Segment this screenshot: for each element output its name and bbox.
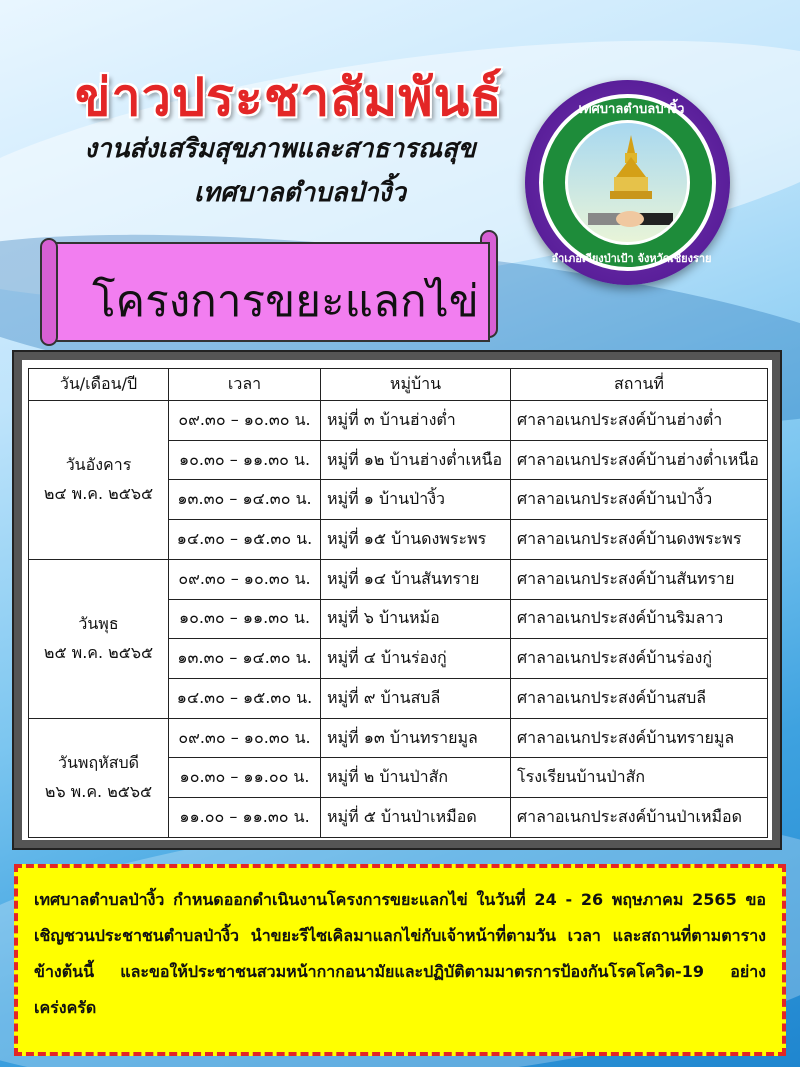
column-header-village: หมู่บ้าน (321, 369, 511, 401)
project-title: โครงการขยะแลกไข่ (92, 276, 479, 327)
place-cell: ศาลาอเนกประสงค์บ้านป่างิ้ว (511, 480, 768, 520)
village-cell: หมู่ที่ ๑๒ บ้านฮ่างต่ำเหนือ (321, 440, 511, 480)
table-row (29, 401, 768, 441)
column-header-place: สถานที่ (511, 369, 768, 401)
place-cell: ศาลาอเนกประสงค์บ้านทรายมูล (511, 718, 768, 758)
notice-box (14, 864, 786, 1056)
time-cell: ๑๐.๓๐ – ๑๑.๓๐ น. (169, 440, 321, 480)
schedule-table-frame (14, 352, 780, 848)
village-cell: หมู่ที่ ๑๔ บ้านสันทราย (321, 559, 511, 599)
place-cell: ศาลาอเนกประสงค์บ้านริมลาว (511, 599, 768, 639)
village-cell: หมู่ที่ ๑ บ้านป่างิ้ว (321, 480, 511, 520)
handshake-icon (588, 203, 673, 233)
pagoda-icon (606, 135, 656, 205)
place-cell: ศาลาอเนกประสงค์บ้านดงพระพร (511, 520, 768, 560)
place-cell: โรงเรียนบ้านป่าสัก (511, 758, 768, 798)
seal-center-image (565, 120, 690, 245)
table-row (29, 559, 768, 599)
village-cell: หมู่ที่ ๑๕ บ้านดงพระพร (321, 520, 511, 560)
day-date: ๒๖ พ.ค. ๒๕๖๕ (44, 781, 153, 801)
village-cell: หมู่ที่ ๓ บ้านฮ่างต่ำ (321, 401, 511, 441)
place-cell: ศาลาอเนกประสงค์บ้านฮ่างต่ำ (511, 401, 768, 441)
time-cell: ๑๓.๓๐ – ๑๔.๓๐ น. (169, 639, 321, 679)
village-cell: หมู่ที่ ๙ บ้านสบลี (321, 679, 511, 719)
village-cell: หมู่ที่ ๖ บ้านหม้อ (321, 599, 511, 639)
banner-body (50, 242, 490, 342)
day-name: วันพฤหัสบดี (57, 753, 139, 773)
village-cell: หมู่ที่ ๕ บ้านป่าเหมือด (321, 798, 511, 838)
place-cell: ศาลาอเนกประสงค์บ้านสบลี (511, 679, 768, 719)
municipality-seal-logo (525, 80, 730, 285)
table-header-row (29, 369, 768, 401)
time-cell: ๐๙.๓๐ – ๑๐.๓๐ น. (169, 559, 321, 599)
notice-text: เทศบาลตำบลป่างิ้ว กำหนดออกดำเนินงานโครงการขยะแลกไข่ ในวันที่ 24 - 26 พฤษภาคม 2565 ขอเชิญชวนประชาชนตำบลป่างิ้ว นำขยะรีไซเคิลมาแลกไข่กับเจ้าหน้าที่ตามวัน เวลา และสถานที่ตามตารางข้างต้นนี้ และขอให้ประชาชนสวมหน้ากากอนามัยและปฏิบัติตามมาตรการป้องกันโรคโควิด-19 อย่างเคร่งครัด (34, 890, 766, 1017)
seal-ring (539, 94, 716, 271)
day-date: ๒๔ พ.ค. ๒๕๖๕ (43, 483, 154, 503)
place-cell: ศาลาอเนกประสงค์บ้านฮ่างต่ำเหนือ (511, 440, 768, 480)
column-header-time: เวลา (169, 369, 321, 401)
time-cell: ๑๐.๓๐ – ๑๑.๓๐ น. (169, 599, 321, 639)
place-cell: ศาลาอเนกประสงค์บ้านร่องกู่ (511, 639, 768, 679)
time-cell: ๑๔.๓๐ – ๑๕.๓๐ น. (169, 679, 321, 719)
time-cell: ๑๑.๐๐ – ๑๑.๓๐ น. (169, 798, 321, 838)
day-date: ๒๕ พ.ค. ๒๕๖๕ (43, 642, 154, 662)
page-title: ข่าวประชาสัมพันธ์ (75, 68, 503, 128)
day-cell (29, 718, 169, 837)
village-cell: หมู่ที่ ๒ บ้านป่าสัก (321, 758, 511, 798)
village-cell: หมู่ที่ ๔ บ้านร่องกู่ (321, 639, 511, 679)
seal-top-text: เทศบาลตำบลป่างิ้ว (578, 102, 685, 117)
banner-scroll-end (40, 238, 58, 346)
place-cell: ศาลาอเนกประสงค์บ้านป่าเหมือด (511, 798, 768, 838)
day-cell (29, 401, 169, 560)
project-banner (40, 230, 498, 350)
village-cell: หมู่ที่ ๑๓ บ้านทรายมูล (321, 718, 511, 758)
time-cell: ๑๐.๓๐ – ๑๑.๐๐ น. (169, 758, 321, 798)
subtitle-department: งานส่งเสริมสุขภาพและสาธารณสุข (84, 134, 476, 164)
seal-bottom-text: อำเภอเวียงป่าเป้า จังหวัดเชียงราย (551, 252, 712, 265)
time-cell: ๑๔.๓๐ – ๑๕.๓๐ น. (169, 520, 321, 560)
day-name: วันอังคาร (65, 455, 132, 475)
subtitle-municipality: เทศบาลตำบลป่างิ้ว (194, 178, 406, 208)
day-name: วันพุธ (78, 614, 119, 634)
time-cell: ๐๙.๓๐ – ๑๐.๓๐ น. (169, 401, 321, 441)
time-cell: ๑๓.๓๐ – ๑๔.๓๐ น. (169, 480, 321, 520)
schedule-table (28, 368, 768, 838)
place-cell: ศาลาอเนกประสงค์บ้านสันทราย (511, 559, 768, 599)
table-row (29, 718, 768, 758)
day-cell (29, 559, 169, 718)
time-cell: ๐๙.๓๐ – ๑๐.๓๐ น. (169, 718, 321, 758)
column-header-date: วัน/เดือน/ปี (29, 369, 169, 401)
